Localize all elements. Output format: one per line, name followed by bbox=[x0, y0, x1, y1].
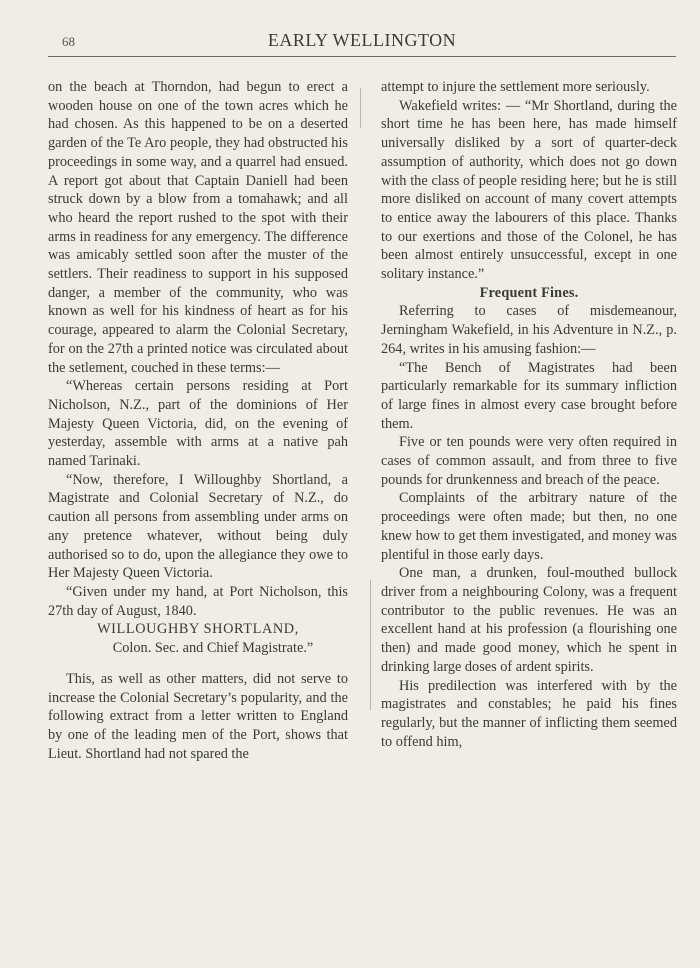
right-column bbox=[381, 78, 677, 751]
paragraph: His predilection was interfered with by the magistrates and constables; he paid his fines regularly, but the manner of inflicting them seemed to offend him, bbox=[381, 677, 677, 750]
paragraph: “The Bench of Magistrates had been particularly remarkable for its summary infliction of large fines in almost every case brought before them. bbox=[381, 359, 677, 432]
running-title: EARLY WELLINGTON bbox=[267, 30, 457, 50]
signature-name: WILLOUGHBY SHORTLAND, bbox=[97, 621, 299, 638]
paragraph: Five or ten pounds were very often required in cases of common assault, and from three to five pounds for drunkenness and breach of the peace. bbox=[381, 434, 677, 488]
paragraph: on the beach at Thorndon, had begun to erect a wooden house on one of the town acres which he had chosen. As this happened to be on a deserted garden of the Te Aro people, they had obstructed his proceedings in some way, and a quarrel had ensued. A report got about that Captain Daniell had been struck down by a blow from a tomahawk; and all who heard the report rushed to the spot with their arms in readiness for any emergency. The difference was amicably settled soon after the muster of the settlers. Their readiness to support in his supposed danger, a member of the community, who was known as well for his kindness of heart as for his courage, appeared to alarm the Colonial Secretary, for on the 27th a printed notice was circulated about the setlement, couched in these terms:— bbox=[48, 79, 348, 376]
paragraph: “Now, therefore, I Willoughby Shortland, a Magistrate and Colonial Secretary of N.Z., do caution all persons from assembling under arms on any pretence whatever, without being duly authorised so to do, upon the allegiance they owe to Her Majesty Queen Victoria. bbox=[48, 471, 348, 582]
paragraph: attempt to injure the settlement more seriously. bbox=[381, 79, 650, 95]
paragraph: This, as well as other matters, did not serve to increase the Colonial Secretary’s popularity, and the following extract from a letter written to England by one of the leading men of the Port, shows that Lieut. Shortland had not spared the bbox=[48, 670, 348, 762]
paragraph: “Whereas certain persons residing at Port Nicholson, N.Z., part of the dominions of Her Majesty Queen Victoria, did, on the evening of yesterday, assemble with arms at a native pah named Tarinaki. bbox=[48, 378, 348, 470]
page-header bbox=[48, 30, 676, 56]
paragraph: Wakefield writes: — “Mr Shortland, during the short time he has been here, has made himself universally disliked by a sort of quarter-deck assumption of authority, which does not go down with the class of people residing here; but he is still more disliked on account of many covert attempts to entice away the labourers of this place. Thanks to our exertions and those of the Colonel, he has been almost entirely unsuccessful, except in one solitary instance.” bbox=[381, 97, 677, 283]
signature-title: Colon. Sec. and Chief Magistrate.” bbox=[112, 640, 314, 657]
gutter-line-upper bbox=[360, 88, 361, 128]
paragraph: Complaints of the arbitrary nature of the proceedings were often made; but then, no one knew how to get them investigated, and money was plentiful in those early days. bbox=[381, 490, 677, 563]
paragraph: “Given under my hand, at Port Nicholson, this 27th day of August, 1840. bbox=[48, 583, 348, 619]
paragraph: Referring to cases of misdemeanour, Jerningham Wakefield, in his Adventure in N.Z., p. 264, writes in his amusing fashion:— bbox=[381, 303, 677, 357]
paragraph: One man, a drunken, foul-mouthed bullock driver from a neighbouring Colony, was a frequent contributor to the public revenues. He was an excellent hand at his profession (a flourishing one then) and made good money, which he spent in drinking large doses of ardent spirits. bbox=[381, 565, 677, 675]
page-number: 68 bbox=[62, 34, 75, 49]
left-column bbox=[48, 78, 348, 763]
section-heading: Frequent Fines. bbox=[479, 284, 579, 301]
header-rule bbox=[48, 56, 676, 57]
gutter-line-lower bbox=[370, 580, 371, 710]
